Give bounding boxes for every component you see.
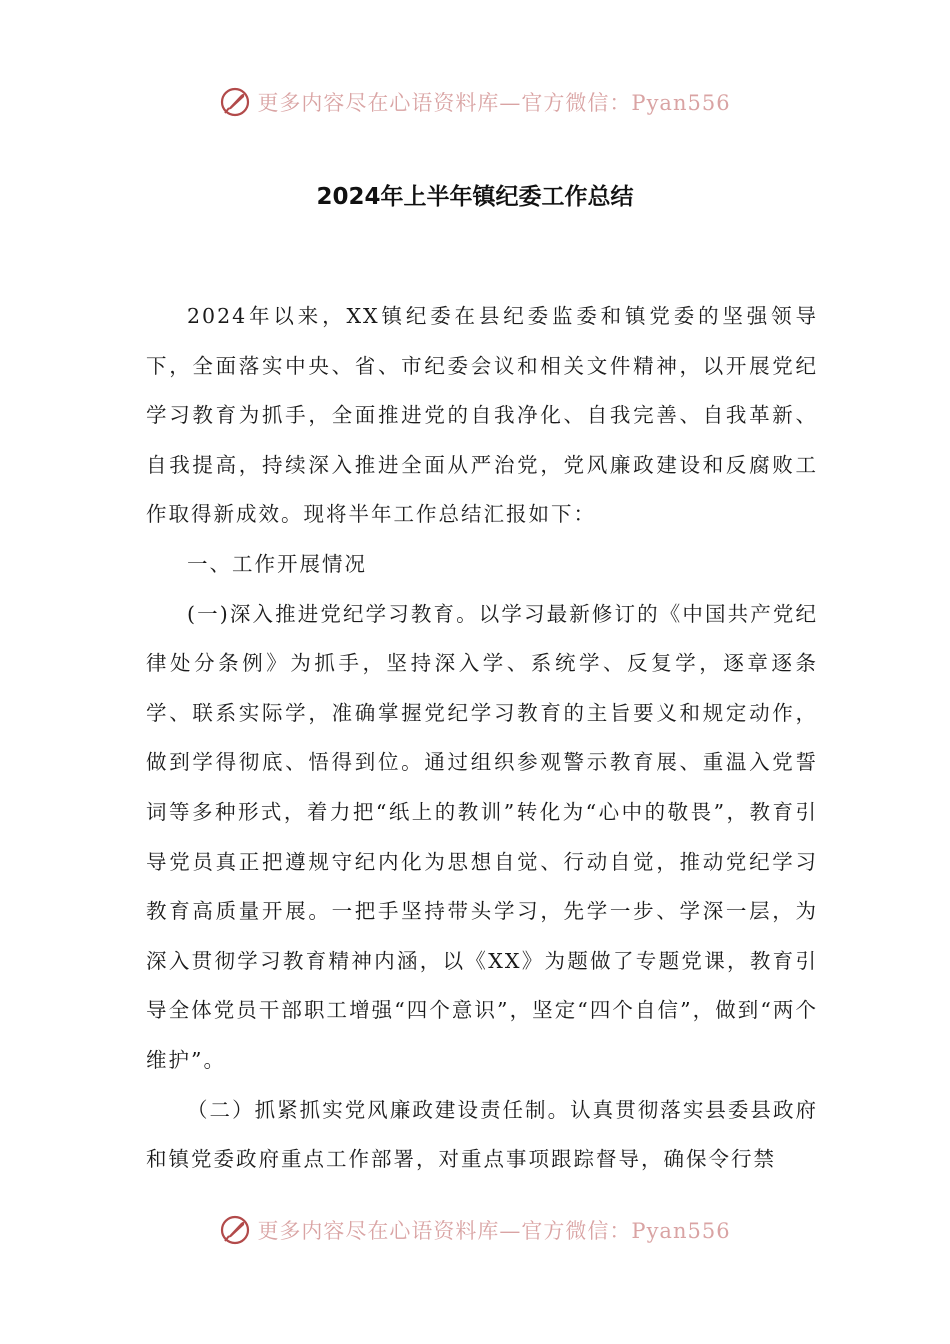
document-title: 2024年上半年镇纪委工作总结 [316,184,634,210]
paragraph-item-1: (一)深入推进党纪学习教育。以学习最新修订的《中国共产党纪律处分条例》为抓手，坚持深入学、系统学、反复学，逐章逐条学、联系实际学，准确掌握党纪学习教育的主旨要义和规定动作，做到学得彻底、悟得到位。通过组织参观警示教育展、重温入党誓词等多种形式，着力把“纸上的教训”转化为“心中的敬畏”，教育引导党员真正把遵规守纪内化为思想自觉、行动自觉，推动党纪学习教育高质量开展。一把手坚持带头学习，先学一步、学深一层，为深入贯彻学习教育精神内涵，以《XX》为题做了专题党课，教育引导全体党员干部职工增强“四个意识”，坚定“四个自信”，做到“两个维护”。 [146,601,818,1072]
document-body [146,292,818,1185]
watermark-text: 更多内容尽在心语资料库—官方微信：Pyan556 [257,1219,731,1243]
quill-logo-icon [219,1214,251,1246]
section-heading: 一、工作开展情况 [187,551,367,576]
quill-logo-icon [219,86,251,118]
paragraph-item-2: （二）抓紧抓实党风廉政建设责任制。认真贯彻落实县委县政府和镇党委政府重点工作部署，对重点事项跟踪督导，确保令行禁 [146,1097,818,1172]
watermark-text: 更多内容尽在心语资料库—官方微信：Pyan556 [257,91,731,115]
paragraph-intro: 2024年以来，XX镇纪委在县纪委监委和镇党委的坚强领导下，全面落实中央、省、市纪委会议和相关文件精神，以开展党纪学习教育为抓手，全面推进党的自我净化、自我完善、自我革新、自我提高，持续深入推进全面从严治党，党风廉政建设和反腐败工作取得新成效。现将半年工作总结汇报如下： [146,304,818,527]
watermark-header [0,82,950,122]
watermark-footer [0,1210,950,1250]
